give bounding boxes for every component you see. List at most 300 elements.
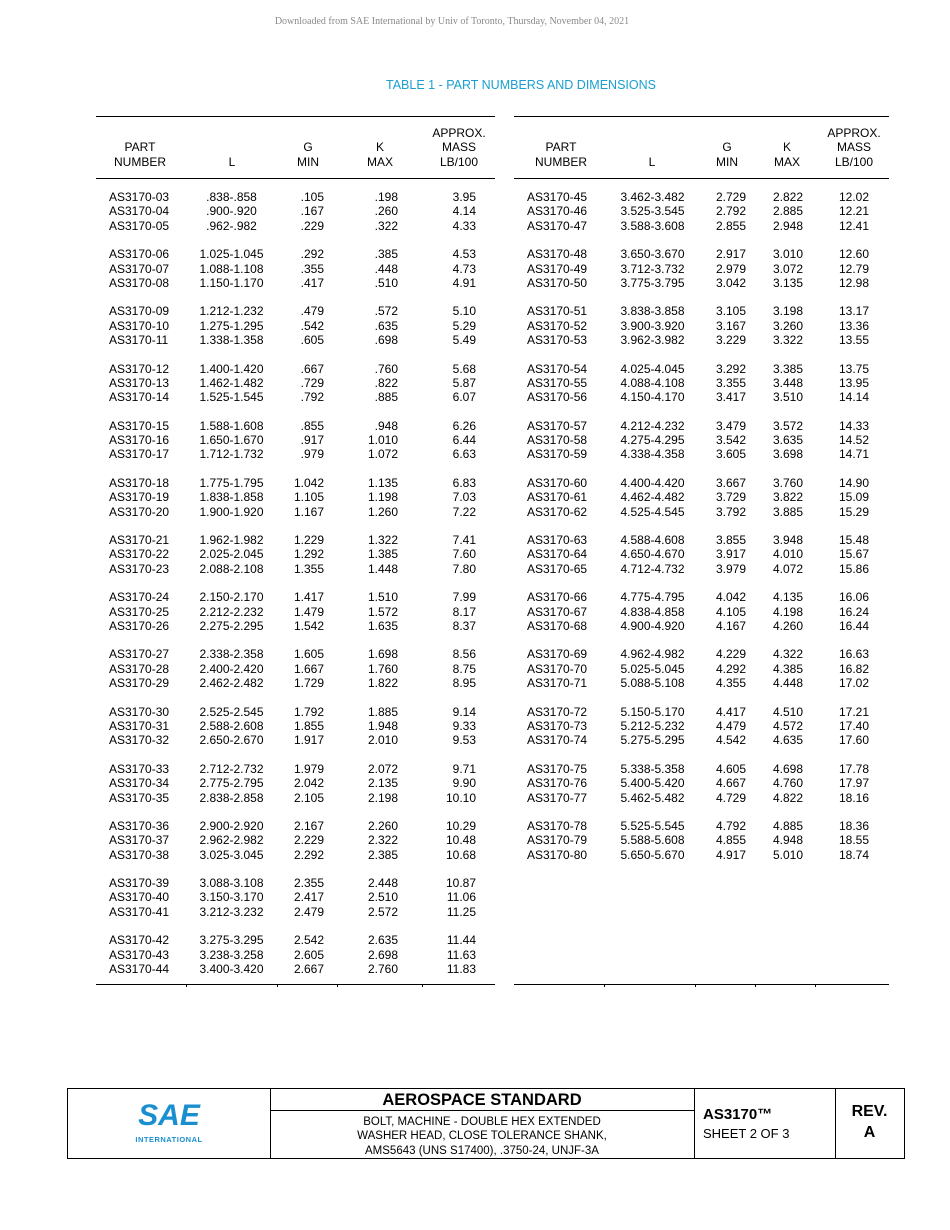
- cell-l: 2.775-2.795: [199, 776, 264, 791]
- table-row: [514, 791, 889, 805]
- table-row: [96, 204, 495, 218]
- row-group: [514, 647, 889, 690]
- cell-g-min: 2.105: [293, 790, 324, 805]
- cell-g-min: 3.605: [715, 447, 746, 462]
- cell-l: 3.238-3.258: [199, 947, 264, 962]
- header-approx-mass: APPROX. MASS LB/100: [827, 125, 881, 169]
- row-group: [96, 190, 495, 233]
- cell-approx-mass: 8.37: [452, 618, 476, 633]
- cell-part-number: AS3170-66: [527, 590, 588, 605]
- cell-approx-mass: 7.60: [452, 547, 476, 562]
- table-row: [514, 333, 889, 347]
- cell-approx-mass: 7.99: [452, 590, 476, 605]
- cell-approx-mass: 8.75: [452, 661, 476, 676]
- cell-l: 4.088-4.108: [620, 375, 685, 390]
- table-row: [96, 190, 495, 204]
- row-group: [514, 190, 889, 233]
- cell-g-min: 3.667: [715, 475, 746, 490]
- table-title: TABLE 1 - PART NUMBERS AND DIMENSIONS: [386, 78, 656, 92]
- cell-part-number: AS3170-74: [527, 733, 588, 748]
- cell-part-number: AS3170-80: [527, 847, 588, 862]
- cell-approx-mass: 10.68: [445, 847, 476, 862]
- table-row: [96, 705, 495, 719]
- cell-k-max: 2.385: [367, 847, 398, 862]
- cell-k-max: 1.198: [367, 490, 398, 505]
- cell-l: 3.025-3.045: [199, 847, 264, 862]
- cell-approx-mass: 11.25: [446, 904, 476, 919]
- cell-l: 2.462-2.482: [199, 676, 264, 691]
- cell-part-number: AS3170-26: [109, 618, 170, 633]
- table-row: [96, 447, 495, 461]
- cell-g-min: 4.729: [715, 790, 746, 805]
- document-number: AS3170™: [703, 1106, 773, 1123]
- cell-k-max: 3.385: [772, 361, 803, 376]
- cell-approx-mass: 12.79: [838, 261, 869, 276]
- cell-part-number: AS3170-33: [109, 761, 170, 776]
- cell-g-min: 2.042: [293, 776, 324, 791]
- revision-label: REV.: [851, 1103, 888, 1120]
- cell-l: 3.525-3.545: [620, 204, 685, 219]
- cell-l: 1.338-1.358: [199, 333, 264, 348]
- row-group: [96, 762, 495, 805]
- cell-part-number: AS3170-27: [109, 647, 170, 662]
- cell-approx-mass: 4.53: [452, 247, 476, 262]
- cell-approx-mass: 9.90: [452, 776, 476, 791]
- cell-approx-mass: 10.29: [445, 818, 476, 833]
- cell-g-min: 4.229: [715, 647, 746, 662]
- table-row: [514, 819, 889, 833]
- cell-l: .962-.982: [206, 218, 257, 233]
- cell-g-min: 2.417: [293, 890, 324, 905]
- table-row: [96, 276, 495, 290]
- cell-k-max: 1.760: [367, 661, 398, 676]
- cell-l: 3.275-3.295: [199, 933, 264, 948]
- cell-k-max: 3.072: [772, 261, 803, 276]
- cell-g-min: 2.979: [715, 261, 746, 276]
- row-group: [514, 705, 889, 748]
- table-row: [514, 848, 889, 862]
- cell-part-number: AS3170-47: [527, 218, 588, 233]
- cell-g-min: 3.729: [715, 490, 746, 505]
- cell-part-number: AS3170-21: [109, 533, 170, 548]
- cell-l: 5.025-5.045: [620, 661, 685, 676]
- table-row: [96, 876, 495, 890]
- cell-k-max: 1.948: [367, 718, 398, 733]
- cell-part-number: AS3170-39: [109, 876, 170, 891]
- cell-l: 1.025-1.045: [199, 247, 264, 262]
- table-row: [96, 333, 495, 347]
- cell-k-max: 1.072: [367, 447, 398, 462]
- cell-part-number: AS3170-03: [109, 190, 170, 204]
- cell-approx-mass: 4.73: [452, 261, 476, 276]
- cell-g-min: 3.542: [715, 433, 746, 448]
- table-row: [514, 533, 889, 547]
- cell-l: 2.088-2.108: [199, 561, 264, 576]
- cell-approx-mass: 10.48: [445, 833, 476, 848]
- cell-k-max: 4.072: [772, 561, 803, 576]
- cell-l: 5.088-5.108: [620, 676, 685, 691]
- cell-approx-mass: 6.83: [452, 475, 476, 490]
- cell-approx-mass: 6.26: [452, 418, 476, 433]
- cell-part-number: AS3170-69: [527, 647, 588, 662]
- cell-part-number: AS3170-22: [109, 547, 170, 562]
- cell-part-number: AS3170-38: [109, 847, 170, 862]
- cell-approx-mass: 12.98: [838, 275, 869, 290]
- cell-g-min: .729: [300, 375, 324, 390]
- cell-l: 2.400-2.420: [199, 661, 264, 676]
- cell-l: 4.150-4.170: [620, 390, 685, 405]
- cell-l: 4.275-4.295: [620, 433, 685, 448]
- cell-g-min: 4.667: [715, 776, 746, 791]
- table-row: [96, 362, 495, 376]
- cell-part-number: AS3170-10: [109, 318, 170, 333]
- cell-approx-mass: 11.83: [446, 962, 476, 977]
- cell-k-max: 3.260: [772, 318, 803, 333]
- row-group: [96, 247, 495, 290]
- cell-l: 3.962-3.982: [620, 333, 685, 348]
- cell-part-number: AS3170-50: [527, 275, 588, 290]
- table-row: [96, 619, 495, 633]
- cell-l: 2.650-2.670: [199, 733, 264, 748]
- table-row: [514, 276, 889, 290]
- table-row: [96, 433, 495, 447]
- cell-approx-mass: 11.63: [446, 947, 476, 962]
- cell-g-min: 1.917: [293, 733, 324, 748]
- table-row: [96, 376, 495, 390]
- cell-part-number: AS3170-63: [527, 533, 588, 548]
- cell-k-max: 1.260: [367, 504, 398, 519]
- cell-g-min: 2.729: [715, 190, 746, 204]
- cell-approx-mass: 16.82: [838, 661, 869, 676]
- cell-approx-mass: 9.53: [452, 733, 476, 748]
- row-group: [514, 247, 889, 290]
- cell-approx-mass: 13.36: [838, 318, 869, 333]
- cell-k-max: .322: [374, 218, 398, 233]
- table-row: [514, 433, 889, 447]
- header-k-max: K MAX: [773, 140, 800, 169]
- cell-part-number: AS3170-79: [527, 833, 588, 848]
- cell-approx-mass: 13.55: [838, 333, 869, 348]
- cell-k-max: .760: [374, 361, 398, 376]
- parts-table-left: [96, 116, 495, 985]
- cell-approx-mass: 7.03: [452, 490, 476, 505]
- cell-approx-mass: 18.74: [838, 847, 869, 862]
- cell-part-number: AS3170-28: [109, 661, 170, 676]
- cell-l: 4.838-4.858: [620, 604, 685, 619]
- row-group: [514, 304, 889, 347]
- cell-part-number: AS3170-29: [109, 676, 170, 691]
- cell-part-number: AS3170-35: [109, 790, 170, 805]
- cell-l: 5.650-5.670: [620, 847, 685, 862]
- table-row: [96, 733, 495, 747]
- row-group: [514, 362, 889, 405]
- cell-k-max: .885: [374, 390, 398, 405]
- cell-part-number: AS3170-61: [527, 490, 588, 505]
- header-l: L: [228, 154, 236, 169]
- cell-part-number: AS3170-44: [109, 962, 170, 977]
- cell-k-max: 3.822: [772, 490, 803, 505]
- cell-g-min: 4.542: [715, 733, 746, 748]
- cell-l: 5.462-5.482: [620, 790, 685, 805]
- table-row: [514, 662, 889, 676]
- table-row: [96, 605, 495, 619]
- cell-l: 1.275-1.295: [199, 318, 264, 333]
- cell-approx-mass: 17.97: [838, 776, 869, 791]
- cell-part-number: AS3170-40: [109, 890, 170, 905]
- cell-k-max: 3.010: [772, 247, 803, 262]
- cell-part-number: AS3170-78: [527, 818, 588, 833]
- cell-approx-mass: 13.17: [838, 304, 869, 319]
- cell-g-min: .917: [300, 433, 324, 448]
- table-row: [96, 562, 495, 576]
- cell-g-min: 1.855: [293, 718, 324, 733]
- cell-approx-mass: 14.52: [838, 433, 869, 448]
- table-row: [514, 204, 889, 218]
- cell-k-max: 3.948: [772, 533, 803, 548]
- cell-l: 2.838-2.858: [199, 790, 264, 805]
- cell-g-min: 1.542: [293, 618, 324, 633]
- cell-g-min: 2.605: [293, 947, 324, 962]
- cell-part-number: AS3170-75: [527, 761, 588, 776]
- cell-k-max: 1.572: [367, 604, 398, 619]
- cell-l: 3.462-3.482: [620, 190, 685, 204]
- cell-approx-mass: 4.91: [452, 275, 476, 290]
- table-row: [96, 833, 495, 847]
- cell-l: .900-.920: [206, 204, 257, 219]
- table-row: [514, 776, 889, 790]
- cell-l: 4.775-4.795: [620, 590, 685, 605]
- table-row: [96, 219, 495, 233]
- cell-k-max: 2.510: [367, 890, 398, 905]
- cell-approx-mass: 17.60: [838, 733, 869, 748]
- cell-k-max: 4.698: [772, 761, 803, 776]
- standard-description: [270, 1089, 695, 1158]
- cell-l: 2.588-2.608: [199, 718, 264, 733]
- cell-part-number: AS3170-19: [109, 490, 170, 505]
- sae-logo-subtext: INTERNATIONAL: [135, 1135, 203, 1144]
- cell-part-number: AS3170-48: [527, 247, 588, 262]
- table-row: [514, 647, 889, 661]
- row-group: [96, 705, 495, 748]
- cell-g-min: 2.792: [715, 204, 746, 219]
- cell-approx-mass: 8.95: [452, 676, 476, 691]
- cell-l: 5.588-5.608: [620, 833, 685, 848]
- cell-k-max: 2.822: [772, 190, 803, 204]
- cell-approx-mass: 15.48: [838, 533, 869, 548]
- cell-approx-mass: 7.22: [452, 504, 476, 519]
- cell-l: 5.275-5.295: [620, 733, 685, 748]
- table-row: [96, 662, 495, 676]
- cell-k-max: 4.010: [772, 547, 803, 562]
- cell-k-max: 4.385: [772, 661, 803, 676]
- cell-g-min: .355: [300, 261, 324, 276]
- table-row: [96, 262, 495, 276]
- cell-approx-mass: 5.49: [452, 333, 476, 348]
- cell-k-max: .198: [374, 190, 398, 204]
- header-approx-mass: APPROX. MASS LB/100: [432, 125, 486, 169]
- cell-k-max: 1.510: [367, 590, 398, 605]
- cell-approx-mass: 17.78: [838, 761, 869, 776]
- row-group: [96, 933, 495, 976]
- cell-g-min: 2.667: [293, 962, 324, 977]
- cell-g-min: 3.042: [715, 275, 746, 290]
- cell-l: 4.212-4.232: [620, 418, 685, 433]
- cell-l: 3.088-3.108: [199, 876, 264, 891]
- cell-l: 4.712-4.732: [620, 561, 685, 576]
- cell-approx-mass: 15.09: [838, 490, 869, 505]
- cell-g-min: 1.355: [293, 561, 324, 576]
- cell-l: 1.462-1.482: [199, 375, 264, 390]
- table-row: [514, 719, 889, 733]
- cell-k-max: 5.010: [772, 847, 803, 862]
- cell-part-number: AS3170-45: [527, 190, 588, 204]
- revision-value: A: [863, 1124, 876, 1141]
- cell-g-min: 3.355: [715, 375, 746, 390]
- cell-g-min: 1.042: [293, 475, 324, 490]
- cell-approx-mass: 6.63: [452, 447, 476, 462]
- cell-k-max: 3.198: [772, 304, 803, 319]
- cell-k-max: 4.448: [772, 676, 803, 691]
- cell-approx-mass: 13.95: [838, 375, 869, 390]
- cell-k-max: 2.260: [367, 818, 398, 833]
- cell-approx-mass: 17.40: [838, 718, 869, 733]
- cell-part-number: AS3170-12: [109, 361, 170, 376]
- cell-part-number: AS3170-25: [109, 604, 170, 619]
- cell-approx-mass: 4.33: [452, 218, 476, 233]
- table-row: [514, 547, 889, 561]
- table-row: [96, 247, 495, 261]
- table-row: [514, 590, 889, 604]
- cell-l: 1.900-1.920: [199, 504, 264, 519]
- cell-k-max: 1.822: [367, 676, 398, 691]
- table-row: [514, 705, 889, 719]
- table-row: [514, 619, 889, 633]
- header-part-number: PART NUMBER: [534, 140, 587, 169]
- cell-l: 1.962-1.982: [199, 533, 264, 548]
- table-row: [96, 319, 495, 333]
- cell-l: 3.900-3.920: [620, 318, 685, 333]
- sae-logo: [68, 1089, 271, 1158]
- cell-g-min: .667: [300, 361, 324, 376]
- title-block: [67, 1088, 905, 1159]
- cell-approx-mass: 8.17: [452, 604, 476, 619]
- table-row: [96, 419, 495, 433]
- sheet-number: SHEET 2 OF 3: [703, 1126, 790, 1141]
- cell-l: 4.650-4.670: [620, 547, 685, 562]
- cell-k-max: 4.760: [772, 776, 803, 791]
- standard-title: AEROSPACE STANDARD: [270, 1089, 694, 1111]
- cell-approx-mass: 14.90: [838, 475, 869, 490]
- cell-g-min: 3.229: [715, 333, 746, 348]
- cell-l: 3.838-3.858: [620, 304, 685, 319]
- cell-l: 4.400-4.420: [620, 475, 685, 490]
- table-row: [96, 719, 495, 733]
- cell-part-number: AS3170-09: [109, 304, 170, 319]
- cell-approx-mass: 14.14: [838, 390, 869, 405]
- row-group: [514, 476, 889, 519]
- cell-l: 3.712-3.732: [620, 261, 685, 276]
- table-row: [514, 319, 889, 333]
- table-row: [514, 833, 889, 847]
- cell-approx-mass: 5.10: [452, 304, 476, 319]
- table-row: [514, 390, 889, 404]
- table-row: [514, 605, 889, 619]
- cell-part-number: AS3170-52: [527, 318, 588, 333]
- row-group: [514, 819, 889, 862]
- cell-part-number: AS3170-43: [109, 947, 170, 962]
- cell-l: 2.275-2.295: [199, 618, 264, 633]
- cell-part-number: AS3170-59: [527, 447, 588, 462]
- cell-part-number: AS3170-13: [109, 375, 170, 390]
- cell-l: 2.962-2.982: [199, 833, 264, 848]
- cell-approx-mass: 11.44: [446, 933, 476, 948]
- cell-part-number: AS3170-31: [109, 718, 170, 733]
- cell-l: 2.150-2.170: [199, 590, 264, 605]
- cell-g-min: 1.605: [293, 647, 324, 662]
- cell-k-max: 2.135: [367, 776, 398, 791]
- cell-g-min: 3.417: [715, 390, 746, 405]
- row-group: [514, 590, 889, 633]
- cell-g-min: 1.167: [293, 504, 324, 519]
- cell-part-number: AS3170-62: [527, 504, 588, 519]
- table-header: [96, 117, 495, 179]
- row-group: [514, 419, 889, 462]
- cell-g-min: 2.542: [293, 933, 324, 948]
- table-body: [96, 179, 495, 976]
- header-k-max: K MAX: [366, 140, 393, 169]
- table-row: [96, 647, 495, 661]
- cell-part-number: AS3170-24: [109, 590, 170, 605]
- cell-k-max: 2.760: [367, 962, 398, 977]
- cell-part-number: AS3170-06: [109, 247, 170, 262]
- revision-cell: [835, 1089, 904, 1158]
- cell-l: 4.962-4.982: [620, 647, 685, 662]
- table-row: [514, 676, 889, 690]
- cell-part-number: AS3170-04: [109, 204, 170, 219]
- cell-l: 2.025-2.045: [199, 547, 264, 562]
- cell-g-min: 2.355: [293, 876, 324, 891]
- cell-part-number: AS3170-32: [109, 733, 170, 748]
- cell-part-number: AS3170-51: [527, 304, 588, 319]
- cell-k-max: .385: [374, 247, 398, 262]
- cell-g-min: 4.792: [715, 818, 746, 833]
- cell-part-number: AS3170-65: [527, 561, 588, 576]
- cell-g-min: 1.479: [293, 604, 324, 619]
- cell-g-min: 4.292: [715, 661, 746, 676]
- cell-k-max: .260: [374, 204, 398, 219]
- cell-part-number: AS3170-55: [527, 375, 588, 390]
- cell-approx-mass: 18.36: [838, 818, 869, 833]
- cell-g-min: 3.479: [715, 418, 746, 433]
- cell-k-max: 2.322: [367, 833, 398, 848]
- cell-g-min: 4.042: [715, 590, 746, 605]
- cell-g-min: .605: [300, 333, 324, 348]
- cell-l: 5.338-5.358: [620, 761, 685, 776]
- cell-l: 5.212-5.232: [620, 718, 685, 733]
- cell-l: 1.838-1.858: [199, 490, 264, 505]
- row-group: [96, 362, 495, 405]
- cell-g-min: 3.105: [715, 304, 746, 319]
- cell-k-max: 1.448: [367, 561, 398, 576]
- cell-g-min: .979: [300, 447, 324, 462]
- cell-k-max: .510: [374, 275, 398, 290]
- table-row: [96, 791, 495, 805]
- table-row: [96, 304, 495, 318]
- cell-k-max: 3.510: [772, 390, 803, 405]
- table-row: [514, 304, 889, 318]
- cell-approx-mass: 16.63: [838, 647, 869, 662]
- cell-part-number: AS3170-54: [527, 361, 588, 376]
